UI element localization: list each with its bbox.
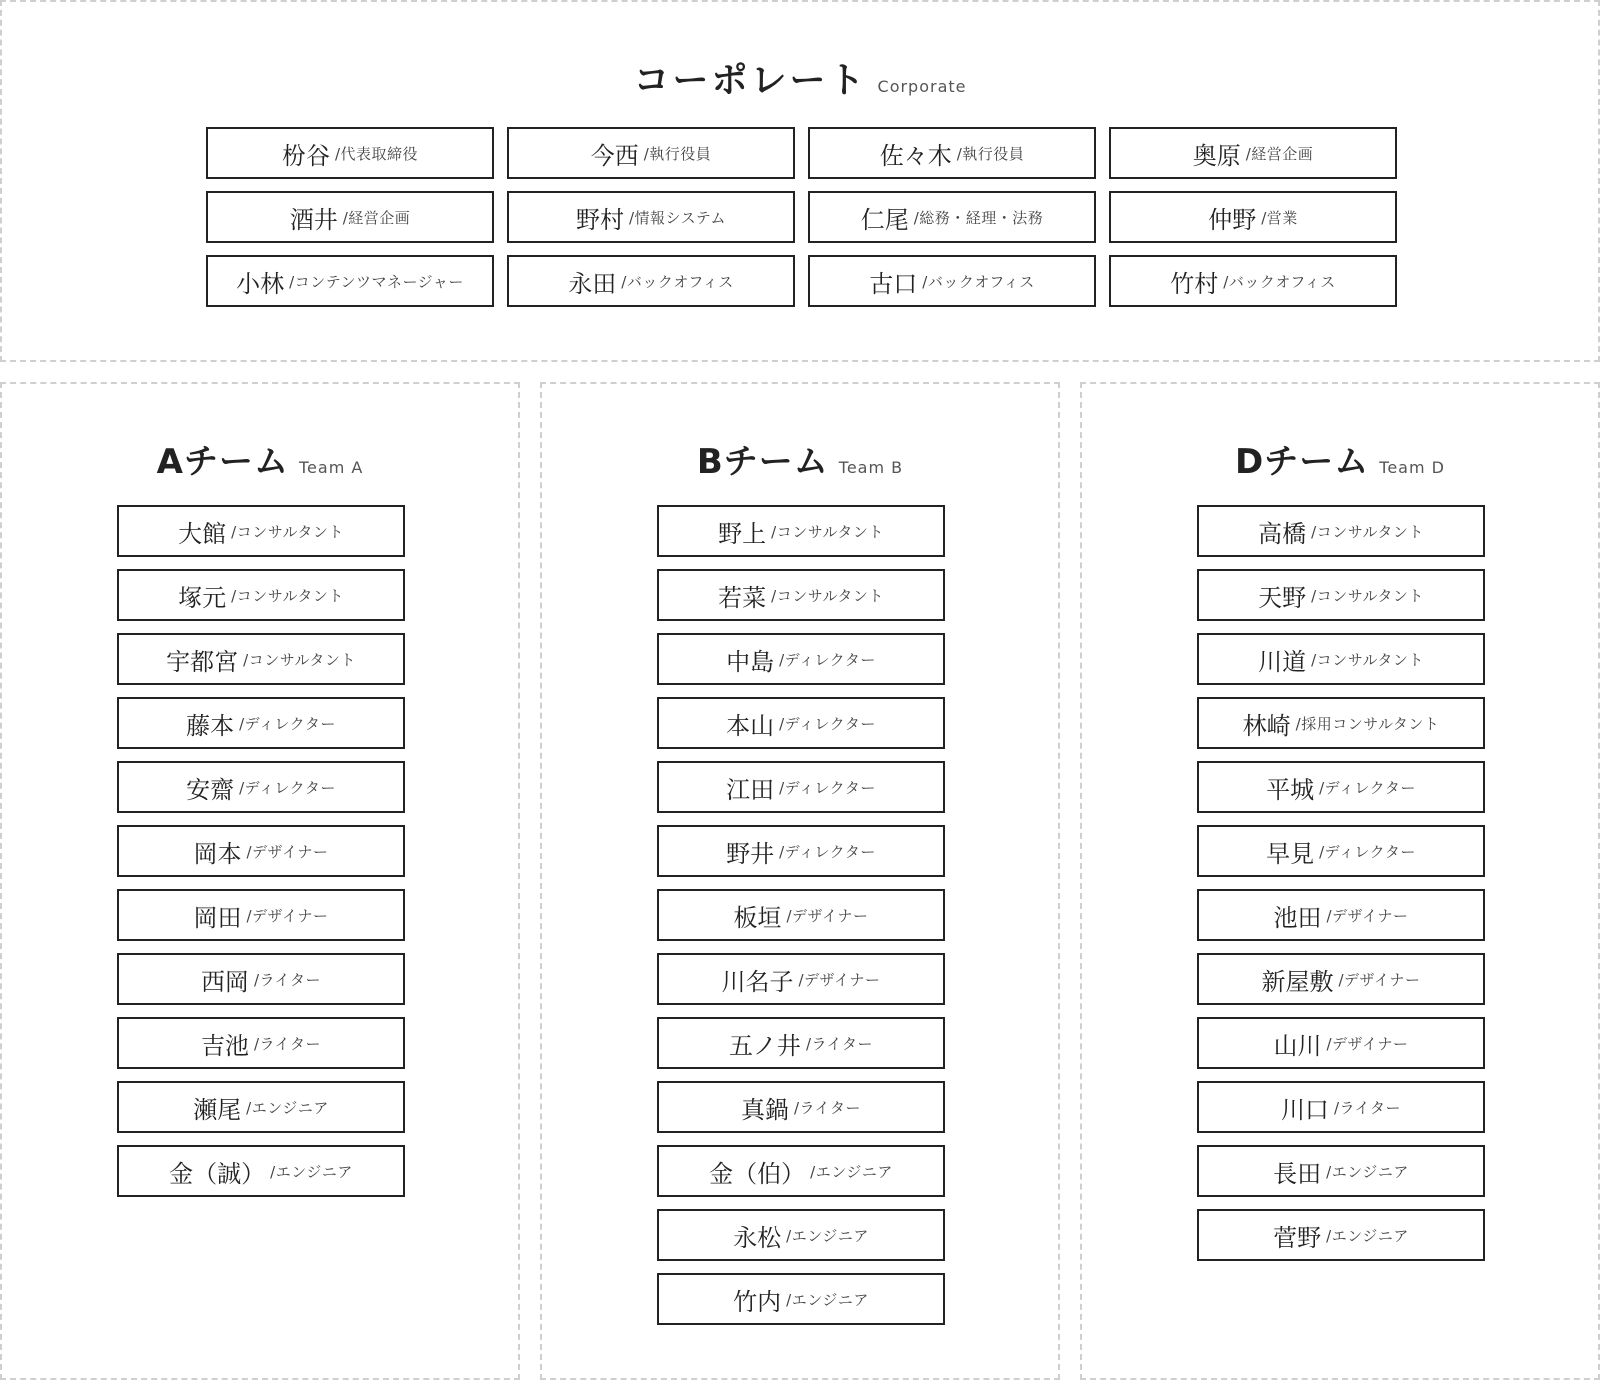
member-card [657,569,945,621]
member-role: /ライター [805,1034,874,1053]
member-card [657,889,945,941]
member-role: /ディレクター [1319,842,1416,861]
section-heading [2,434,518,483]
member-name: 川名子 [721,967,794,996]
member-role: /エンジニア [1326,1226,1409,1245]
member-role: /コンサルタント [1311,522,1424,541]
member-name: 野上 [718,519,767,548]
member-list [1197,505,1485,1261]
member-role: /ライター [793,1098,862,1117]
member-name: 川道 [1258,647,1307,676]
member-card [507,255,795,307]
section-subtitle: Team A [299,458,364,477]
member-role: /コンサルタント [1311,650,1424,669]
member-card [1109,255,1397,307]
member-name: 永松 [733,1223,782,1252]
member-card [657,1145,945,1197]
member-card [1197,1209,1485,1261]
member-name: 池田 [1273,903,1322,932]
member-list [117,505,405,1197]
member-name: 江田 [726,775,775,804]
member-role: /コンサルタント [771,586,884,605]
member-card [1109,127,1397,179]
member-role: /デザイナー [1326,1034,1409,1053]
section-subtitle: Corporate [877,77,967,96]
member-card [1197,761,1485,813]
member-card [657,1209,945,1261]
member-card [206,191,494,243]
member-card [1197,825,1485,877]
section-subtitle: Team D [1379,458,1445,477]
member-role: /ライター [253,1034,322,1053]
corporate-section [0,0,1600,362]
member-card [117,1081,405,1133]
member-card [1197,505,1485,557]
member-card [808,255,1096,307]
member-card [657,761,945,813]
member-role: /ディレクター [779,778,876,797]
member-name: 岡田 [193,903,242,932]
member-name: 塚元 [178,583,227,612]
member-role: /総務・経理・法務 [913,208,1044,227]
team-a-section [0,382,520,1380]
member-role: /デザイナー [246,906,329,925]
member-role: /情報システム [628,208,727,227]
member-role: /ディレクター [239,714,336,733]
member-role: /エンジニア [786,1226,869,1245]
member-role: /コンサルタント [771,522,884,541]
member-name: 金（伯） [709,1159,806,1188]
section-title: Bチーム [696,442,829,482]
member-card [1197,633,1485,685]
member-card [507,127,795,179]
member-card [117,761,405,813]
member-name: 若菜 [718,583,767,612]
member-role: /デザイナー [798,970,881,989]
member-list [657,505,945,1325]
member-role: /代表取締役 [334,144,419,163]
member-name: 長田 [1273,1159,1322,1188]
member-card [1197,1081,1485,1133]
member-name: 山川 [1273,1031,1322,1060]
section-heading [2,52,1598,103]
member-name: 本山 [726,711,775,740]
member-card [117,1145,405,1197]
member-card [1197,697,1485,749]
member-card [117,889,405,941]
team-d-section [1080,382,1600,1380]
member-card [1197,1145,1485,1197]
member-card [206,255,494,307]
member-role: /経営企画 [342,208,411,227]
member-role: /ディレクター [779,650,876,669]
member-role: /営業 [1261,208,1298,227]
member-name: 菅野 [1273,1223,1322,1252]
member-name: 野井 [726,839,775,868]
member-name: 岡本 [193,839,242,868]
member-name: 板垣 [733,903,782,932]
member-card [808,127,1096,179]
member-card [1197,889,1485,941]
member-role: /デザイナー [786,906,869,925]
member-name: 今西 [590,141,639,170]
member-role: /デザイナー [1326,906,1409,925]
member-name: 平城 [1266,775,1315,804]
member-role: /ライター [1333,1098,1402,1117]
member-name: 酒井 [289,205,338,234]
member-role: /コンテンツマネージャー [289,272,464,291]
member-role: /ディレクター [779,842,876,861]
member-role: /バックオフィス [1223,272,1336,291]
member-name: 小林 [236,269,285,298]
member-name: 仁尾 [860,205,909,234]
member-card [117,697,405,749]
member-card [1109,191,1397,243]
member-card [1197,569,1485,621]
member-role: /コンサルタント [1311,586,1424,605]
member-role: /経営企画 [1245,144,1314,163]
section-subtitle: Team B [838,458,904,477]
member-card [657,1017,945,1069]
member-name: 宇都宮 [166,647,239,676]
member-name: 早見 [1266,839,1315,868]
member-name: 林崎 [1242,711,1291,740]
member-role: /エンジニア [270,1162,353,1181]
member-role: /デザイナー [246,842,329,861]
member-name: 野村 [575,205,624,234]
member-card [657,633,945,685]
member-name: 吉池 [200,1031,249,1060]
member-card [117,633,405,685]
member-card [117,1017,405,1069]
member-name: 新屋敷 [1261,967,1334,996]
member-role: /執行役員 [643,144,712,163]
member-role: /ディレクター [779,714,876,733]
member-name: 中島 [726,647,775,676]
member-role: /コンサルタント [231,522,344,541]
member-card [808,191,1096,243]
member-name: 佐々木 [879,141,952,170]
member-card [1197,1017,1485,1069]
member-card [657,825,945,877]
member-role: /ライター [253,970,322,989]
member-role: /ディレクター [239,778,336,797]
member-card [1197,953,1485,1005]
team-b-section [540,382,1060,1380]
member-name: 藤本 [186,711,235,740]
member-name: 安齋 [186,775,235,804]
member-name: 古口 [869,269,918,298]
section-heading [1082,434,1598,483]
member-role: /エンジニア [786,1290,869,1309]
member-role: /コンサルタント [231,586,344,605]
member-role: /エンジニア [246,1098,329,1117]
member-role: /エンジニア [1326,1162,1409,1181]
member-name: 西岡 [200,967,249,996]
member-card [657,1081,945,1133]
member-card [117,825,405,877]
member-name: 瀬尾 [193,1095,242,1124]
member-name: 金（誠） [169,1159,266,1188]
member-card [117,569,405,621]
member-role: /エンジニア [810,1162,893,1181]
member-name: 竹村 [1170,269,1219,298]
member-name: 川口 [1280,1095,1329,1124]
member-role: /デザイナー [1338,970,1421,989]
member-name: 五ノ井 [728,1031,801,1060]
member-role: /ディレクター [1319,778,1416,797]
member-name: 竹内 [733,1287,782,1316]
member-card [117,953,405,1005]
section-title: コーポレート [633,60,868,101]
member-name: 高橋 [1258,519,1307,548]
member-card [657,1273,945,1325]
member-name: 永田 [568,269,617,298]
member-role: /採用コンサルタント [1295,714,1440,733]
section-title: Dチーム [1235,442,1370,482]
member-name: 枌谷 [281,141,330,170]
member-card [657,505,945,557]
member-role: /バックオフィス [621,272,734,291]
member-card [507,191,795,243]
member-role: /コンサルタント [243,650,356,669]
member-name: 天野 [1258,583,1307,612]
member-role: /執行役員 [956,144,1025,163]
member-card [657,697,945,749]
member-name: 大館 [178,519,227,548]
section-heading [542,434,1058,483]
member-name: 奥原 [1192,141,1241,170]
section-title: Aチーム [156,442,289,482]
member-name: 仲野 [1208,205,1257,234]
member-card [206,127,494,179]
member-name: 真鍋 [740,1095,789,1124]
member-grid [206,127,1397,307]
member-role: /バックオフィス [922,272,1035,291]
member-card [117,505,405,557]
member-card [657,953,945,1005]
